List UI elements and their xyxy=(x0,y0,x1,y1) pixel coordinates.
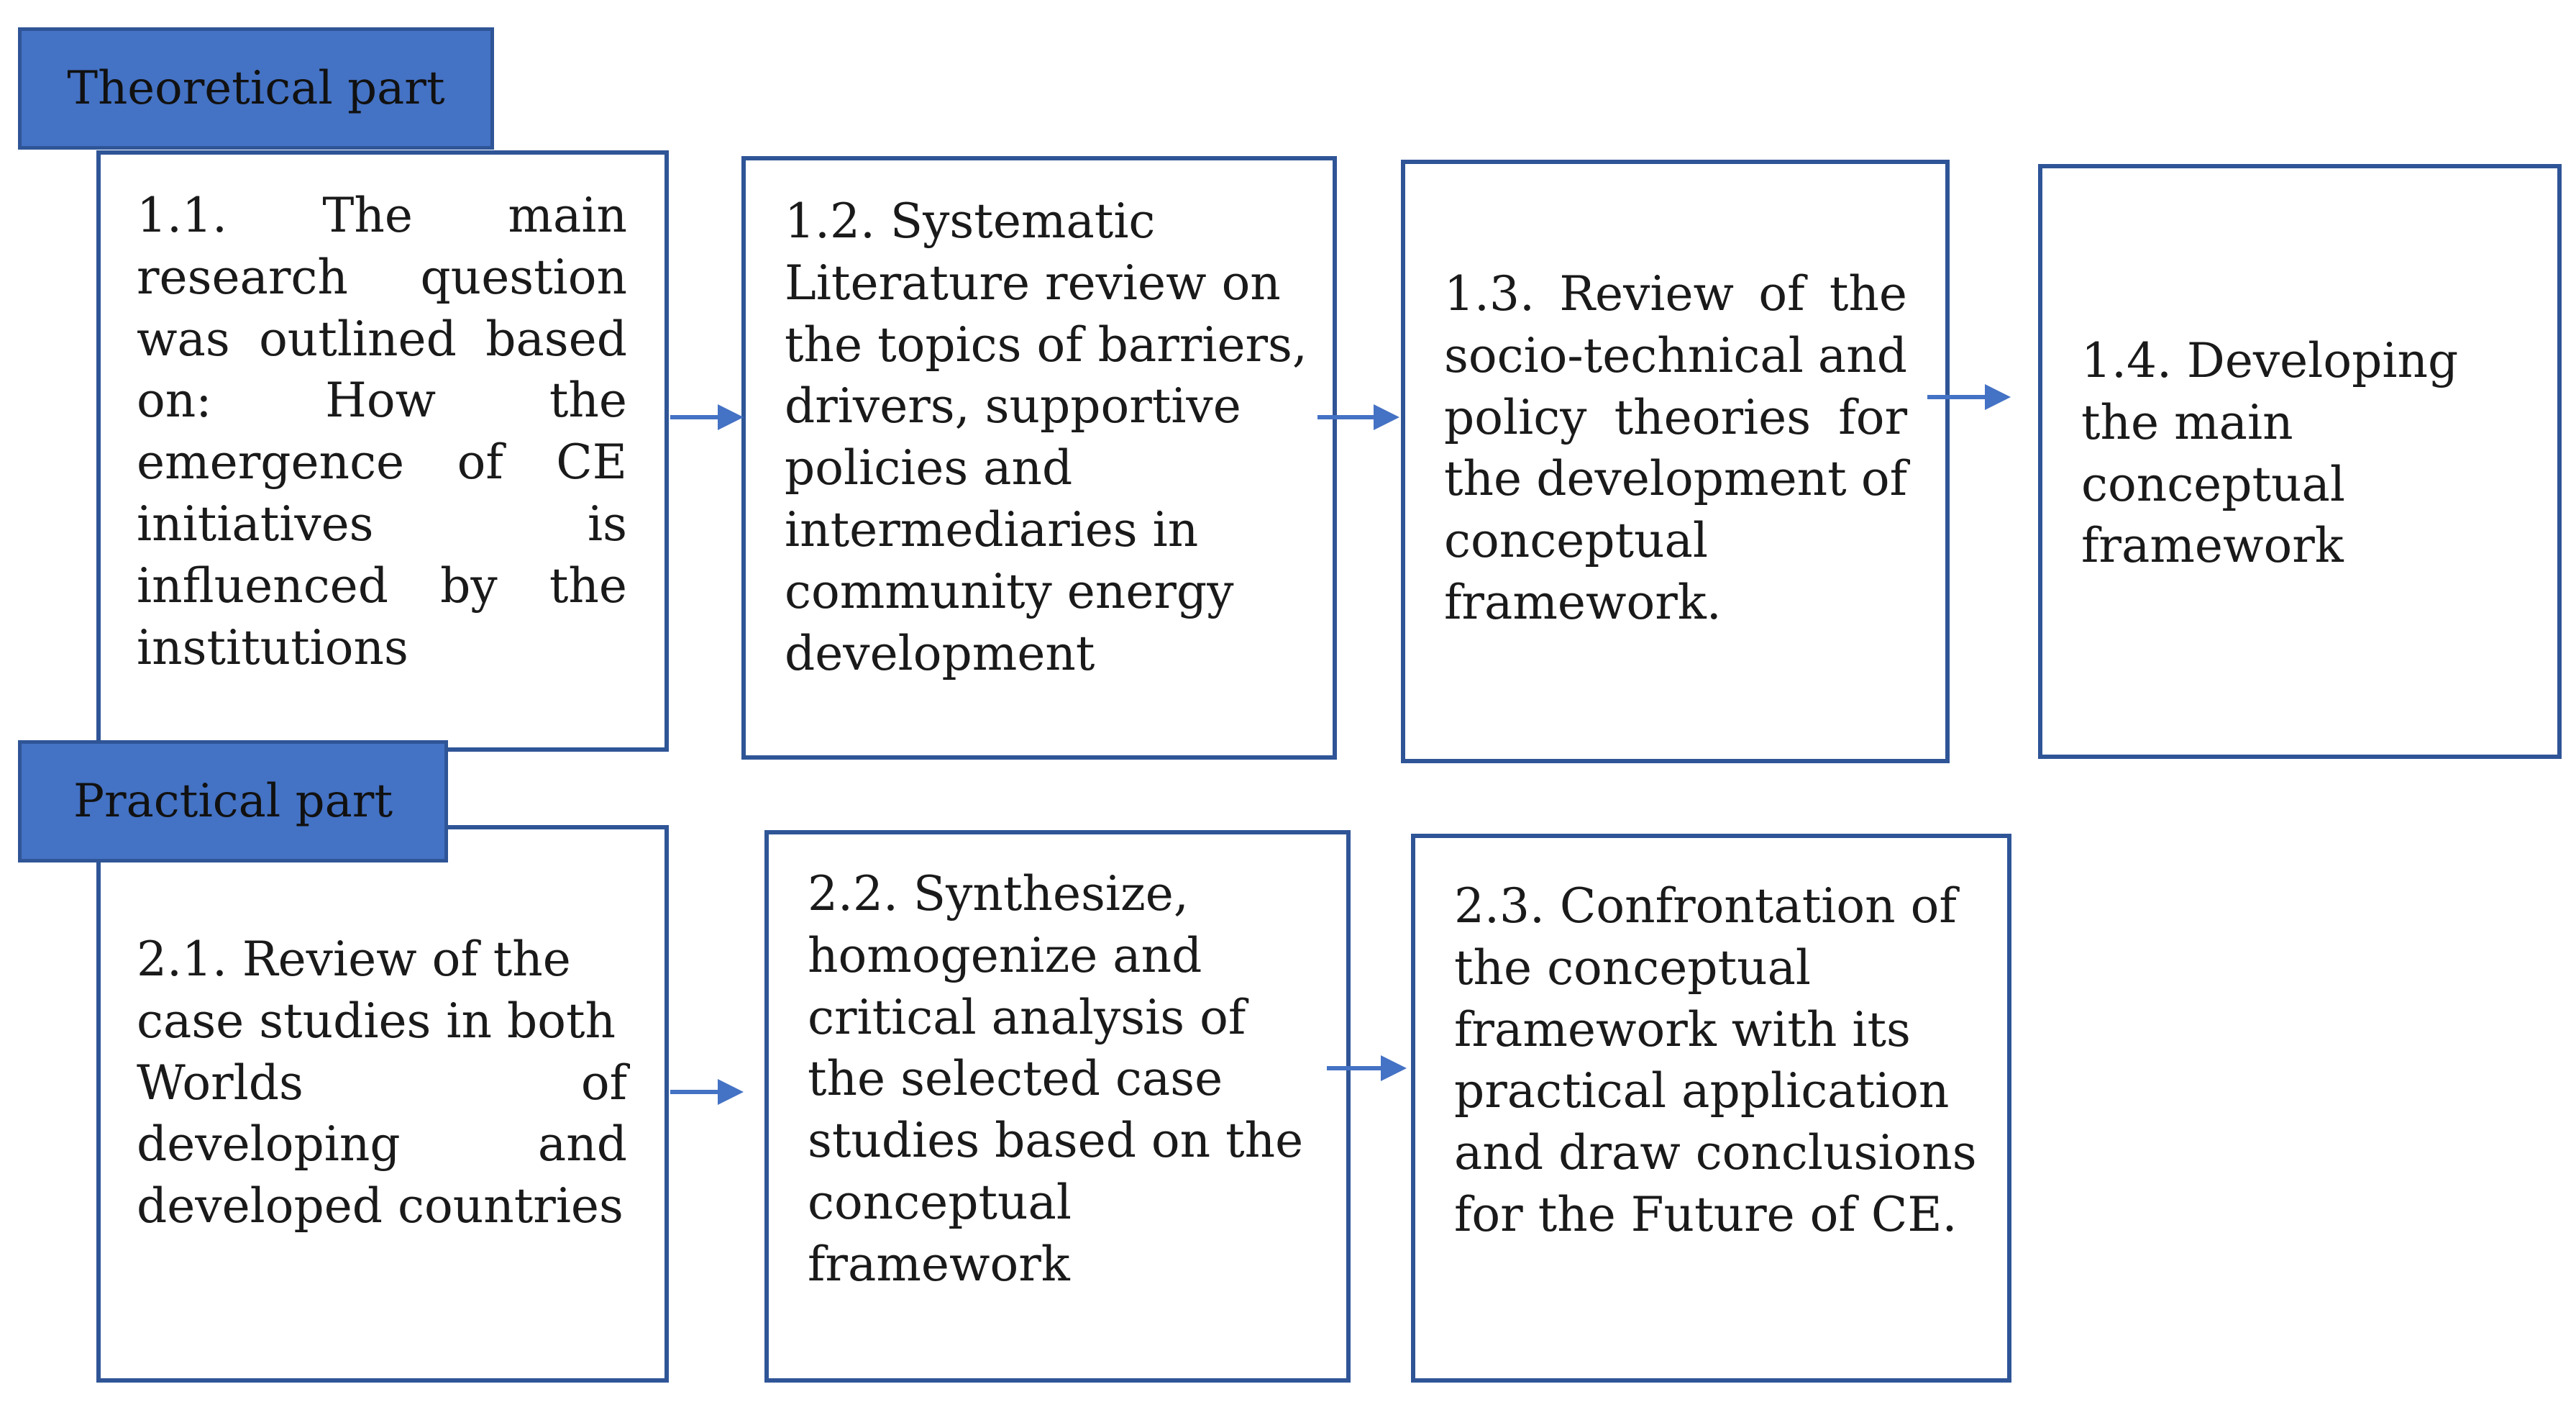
text-word: 1.2. Systematic xyxy=(785,194,1156,249)
text-word: Worlds xyxy=(137,1055,303,1111)
text-word: framework. xyxy=(1444,574,1722,630)
text-word: 2.2. Synthesize, xyxy=(808,866,1189,921)
text-word: of xyxy=(580,1055,627,1111)
text-word: by xyxy=(440,557,498,614)
text-word: outlined xyxy=(259,311,457,367)
text-word: based xyxy=(485,311,627,367)
text-word: community energy xyxy=(785,563,1234,619)
text-word: intermediaries in xyxy=(785,501,1199,557)
text-word: studies based on the xyxy=(808,1113,1304,1169)
text-word: the main xyxy=(2081,394,2293,450)
text-word: question xyxy=(420,249,627,305)
text-word: developing xyxy=(137,1116,401,1173)
text-word: The xyxy=(322,188,413,243)
text-word: 1.3. xyxy=(1444,266,1535,322)
text-word: emergence xyxy=(137,434,405,491)
theoretical-part-label: Theoretical part xyxy=(18,27,494,150)
text-word: practical application xyxy=(1454,1063,1950,1119)
text-word: is xyxy=(588,496,627,552)
text-word: critical analysis of xyxy=(808,989,1246,1045)
text-word: the xyxy=(1829,266,1907,322)
text-word: the xyxy=(549,373,627,429)
text-word: case studies in both xyxy=(137,993,616,1049)
text-word: CE xyxy=(556,434,627,491)
text-word: research xyxy=(137,249,348,305)
text-word: 1.1. xyxy=(137,188,227,243)
text-word: socio-technical xyxy=(1444,327,1804,383)
text-word: policies and xyxy=(785,440,1073,496)
text-word: 2.3. Confrontation of xyxy=(1454,878,1957,934)
text-word: on: xyxy=(137,373,212,429)
text-word: policy xyxy=(1444,389,1587,445)
text-word: conceptual xyxy=(2081,456,2345,512)
text-word: initiatives xyxy=(137,496,374,552)
text-word: developed countries xyxy=(137,1178,624,1234)
text-word: influenced xyxy=(137,557,388,614)
text-word: conceptual xyxy=(1444,513,1708,569)
text-word: the conceptual xyxy=(1454,939,1812,996)
text-word: for the Future of CE. xyxy=(1454,1186,1958,1242)
text-word: homogenize and xyxy=(808,927,1202,983)
text-word: institutions xyxy=(137,619,408,675)
text-word: framework with its xyxy=(1454,1001,1911,1057)
text-word: the xyxy=(1444,451,1522,507)
text-word: of xyxy=(1758,266,1805,322)
text-word: for xyxy=(1838,389,1907,445)
text-word: the selected case xyxy=(808,1051,1223,1107)
text-word: of xyxy=(1860,451,1907,507)
text-word: How xyxy=(325,373,437,429)
text-word: main xyxy=(508,188,627,243)
text-word: the topics of barriers, xyxy=(785,317,1307,373)
text-word: drivers, supportive xyxy=(785,378,1241,434)
text-word: and xyxy=(537,1116,627,1173)
text-word: Literature review on xyxy=(785,255,1281,311)
text-word: 2.1. Review of the xyxy=(137,932,571,987)
text-word: conceptual xyxy=(808,1174,1072,1230)
text-word: and xyxy=(1817,327,1907,383)
text-word: was xyxy=(137,311,230,367)
text-word: framework xyxy=(808,1236,1070,1292)
text-word: development xyxy=(785,625,1095,681)
text-word: development xyxy=(1536,451,1847,507)
text-word: Review xyxy=(1559,266,1735,322)
practical-part-label: Practical part xyxy=(18,740,448,862)
text-word: of xyxy=(457,434,503,491)
text-word: theories xyxy=(1614,389,1812,445)
text-word: and draw conclusions xyxy=(1454,1125,1977,1181)
text-word: framework xyxy=(2081,518,2344,574)
text-word: the xyxy=(549,557,627,614)
text-word: 1.4. Developing xyxy=(2081,333,2459,388)
